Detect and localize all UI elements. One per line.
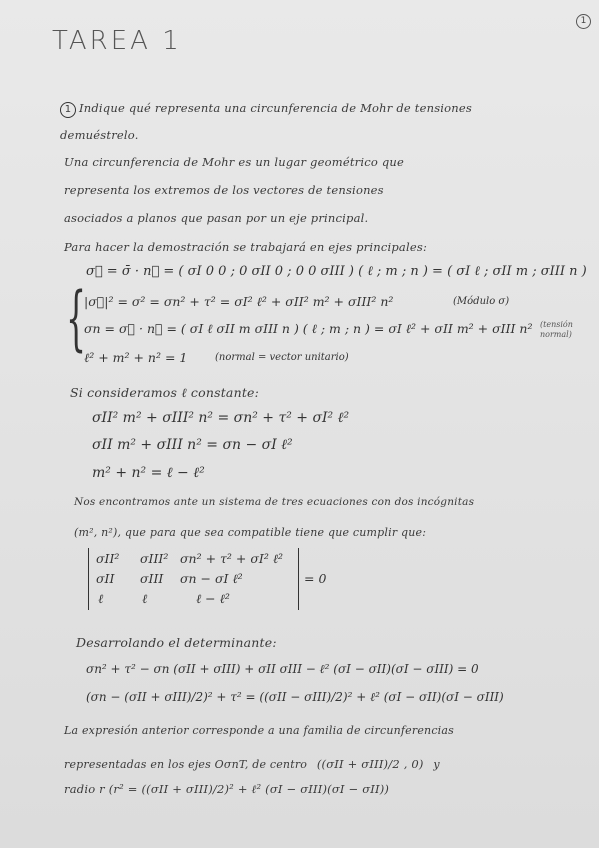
det-cell: σn − σI ℓ² [180,571,243,586]
equation-unit-normal-note: (normal = vector unitario) [215,352,349,363]
question-line-1 [60,101,472,118]
page-number: 1 [576,14,591,29]
paragraph-line-6: Nos encontramos ante un sistema de tres ecuaciones con dos incógnitas [74,496,475,508]
paragraph-line-4: Para hacer la demostración se trabajará en ejes principales: [64,240,428,254]
page-title: TAREA 1 [52,26,182,56]
det-cell: ℓ [98,591,104,606]
question-text: Indique qué representa una circunferencia de Mohr de tensiones [79,101,473,115]
determinant-left-bar [88,548,89,610]
equation-circle-form: (σn − (σII + σIII)/2)² + τ² = ((σII − σIII)/2)² + ℓ² (σI − σII)(σI − σIII) [86,690,504,704]
paragraph-line-2: representa los extremos de los vectores de tensiones [64,183,384,197]
det-cell: σn² + τ² + σI² ℓ² [180,551,284,566]
det-equals: = 0 [304,571,327,586]
equation-normal-note-2: normal) [540,330,572,339]
equation-normal-note-1: (tensión [540,320,573,329]
paragraph-line-9: La expresión anterior corresponde a una familia de circunferencias [64,724,455,737]
det-cell: σIII² [140,551,169,566]
det-cell: σII² [96,551,120,566]
equation-system-3: m² + n² = ℓ − ℓ² [92,465,205,481]
paragraph-line-10-text: representadas en los ejes OσnT, de centro [64,758,308,771]
system-brace: { [66,277,87,359]
equation-system-2: σII m² + σIII n² = σn − σI ℓ² [92,437,293,453]
equation-system-1: σII² m² + σIII² n² = σn² + τ² + σI² ℓ² [92,410,350,426]
determinant-right-bar [298,548,299,610]
det-cell: σII [96,571,115,586]
paragraph-line-10 [64,757,440,771]
det-cell: σIII [140,571,164,586]
equation-determinant-expanded: σn² + τ² − σn (σII + σIII) + σII σIII − ℓ² (σI − σII)(σI − σIII) = 0 [86,662,479,676]
paragraph-line-3: asociados a planos que pasan por un eje principal. [64,211,369,225]
paragraph-line-7: (m², n²), que para que sea compatible tiene que cumplir que: [74,526,427,539]
equation-modulus-note: (Módulo σ) [453,296,510,307]
paragraph-line-1: Una circunferencia de Mohr es un lugar geométrico que [64,155,405,169]
equation-stress-vector: σ⃗ = σ̄ · n⃗ = ( σI 0 0 ; 0 σII 0 ; 0 0 σIII ) ( ℓ ; m ; n ) = ( σI ℓ ; σII m ; σIII n ) [86,264,587,279]
paragraph-line-10-end: y [433,758,440,771]
equation-normal-stress: σn = σ⃗ · n⃗ = ( σI ℓ σII m σIII n ) ( ℓ ; m ; n ) = σI ℓ² + σII m² + σIII n² [84,321,533,336]
equation-radius: radio r (r² = ((σII + σIII)/2)² + ℓ² (σI − σIII)(σI − σII)) [64,782,390,796]
paragraph-line-8: Desarrolando el determinante: [76,635,277,650]
det-cell: ℓ [142,591,148,606]
equation-unit-normal: ℓ² + m² + n² = 1 [84,350,188,365]
paragraph-line-5: Si consideramos ℓ constante: [70,385,260,400]
circle-center: ((σII + σIII)/2 , 0) [316,757,424,771]
det-cell: ℓ − ℓ² [196,591,230,606]
question-number: 1 [60,102,76,118]
question-line-2: demuéstrelo. [60,128,139,142]
equation-modulus: |σ⃗|² = σ² = σn² + τ² = σI² ℓ² + σII² m² + σIII² n² [84,294,394,309]
